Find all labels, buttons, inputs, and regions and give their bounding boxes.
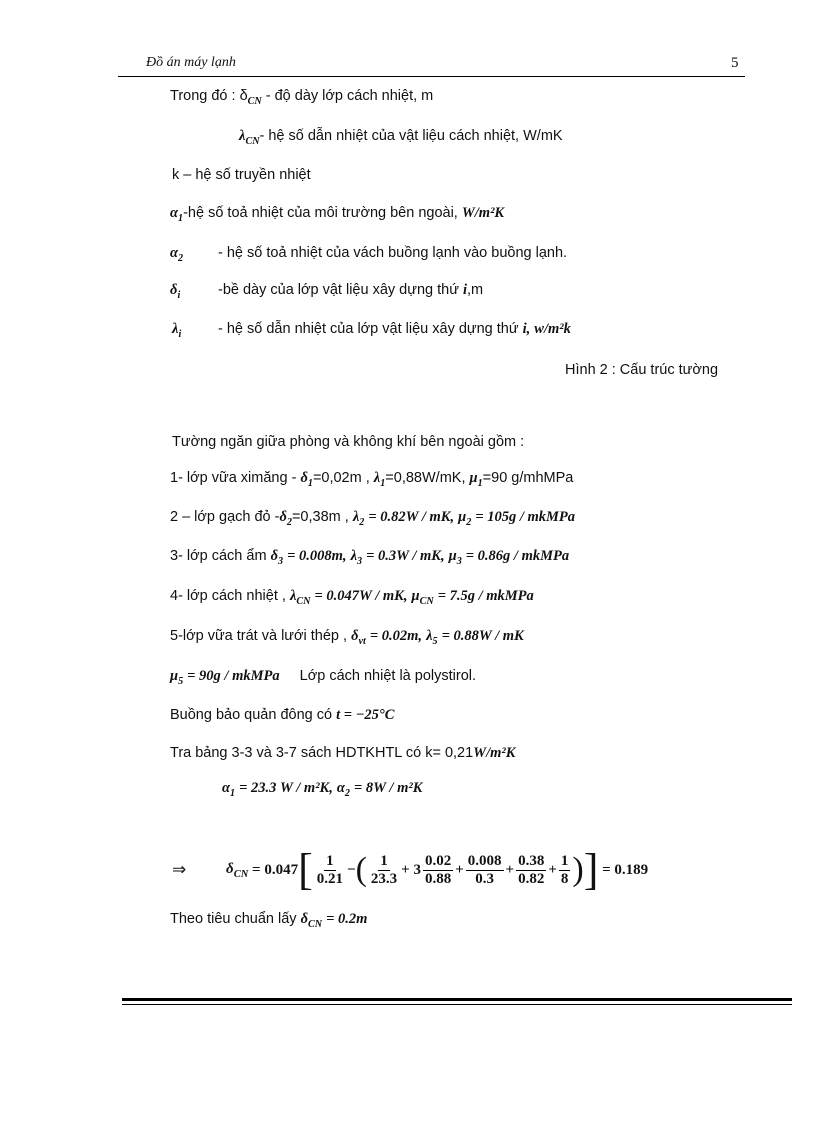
fraction-4: $\frac{0.008}{0.3}$ [467,852,502,887]
alpha-values: $\alpha_1 = 23.3$ W / m²K, $\alpha_2 = 8W / m^2K$ [222,780,423,799]
lookup-k: Tra bảng 3-3 và 3-7 sách HDTKHTL có k= 0,21W/m²K [170,745,516,761]
layer-4: 4- lớp cách nhiệt , $\lambda_{CN} = 0.047W$ / mK, $\mu_{CN} = 7.5g$ / mkMPa [170,588,534,607]
def-delta-cn: Trong đó : $\delta_{CN}$ - độ dày lớp cách nhiệt, m [170,88,434,107]
layer-5: 5-lớp vữa trát và lưới thép , $\delta_{vt} = 0.02m$, $\lambda_5 = 0.88W$ / mK [170,628,524,647]
def-alpha1: $\alpha_1-hệ$ số toả nhiệt của môi trường bên ngoài, W/m²K [170,205,505,224]
layer-5-mu: $\mu_5 = 90g$ / mkMPa Lớp cách nhiệt là polystirol. [170,668,477,687]
figure-caption: Hình 2 : Cấu trúc tường [565,362,719,378]
standard-thickness: Theo tiêu chuẩn lấy $\delta_{CN} = 0.2m$ [170,911,368,930]
room-temperature: Buồng bảo quản đông có t = −25°C [170,707,395,723]
def-delta-i: $\delta_i$ -bề dày của lớp vật liệu xây dựng thứ i,m [170,282,484,301]
fraction-1: $\frac{1}{0.21}$ [316,852,343,887]
wall-intro: Tường ngăn giữa phòng và không khí bên ngoài gồm : [172,434,525,450]
def-k: k – hệ số truyền nhiệt [172,167,311,183]
header-rule [118,76,745,77]
header-title: Đồ án máy lạnh [146,55,236,70]
page-number: 5 [731,55,739,71]
def-lambda-i: $\lambda_i$ - hệ số dẫn nhiệt của lớp vật liệu xây dựng thứ i, w/m²k [172,321,571,340]
def-lambda-cn: $\lambda_{CN}-$ hệ số dẫn nhiệt của vật liệu cách nhiệt, W/mK [239,128,563,147]
layer-1: 1- lớp vữa ximăng - $\delta_1=0,02m$ , $\lambda_1=0,88W/mK$, $\mu_1=90$ g/mhMPa [170,470,574,489]
fraction-2: $\frac{1}{23.3}$ [370,852,398,887]
layer-3: 3- lớp cách ẩm $\delta_3 = 0.008m$, $\lambda_3 = 0.3W$ / mK, $\mu_3 = 0.86g$ / mkMPa [170,548,570,567]
def-alpha2: $\alpha_2$ - hệ số toả nhiệt của vách buồng lạnh vào buồng lạnh. [170,245,568,264]
insulation-thickness-formula: ⇒ $\delta_{CN}$ = 0.047 [ $\frac{1}{0.21}$ − ( $\frac{1}{23.3}$ + 3 $\frac{0.02}{0.88}$ + $\frac{0.008}{0.3}$ + $\frac{0.38}{0.82}$ + $\frac{1}{8}$ ) ] = 0.189 [172,845,649,894]
fraction-3: $\frac{0.02}{0.88}$ [424,852,452,887]
footer-rule-thin [122,1004,792,1005]
fraction-6: $\frac{1}{8}$ [560,852,569,887]
footer-rule-thick [122,998,792,1001]
fraction-5: $\frac{0.38}{0.82}$ [518,852,545,887]
layer-2: 2 – lớp gạch đỏ $-\delta_2=0,38m$ , $\lambda_2 = 0.82W$ / mK, $\mu_2 = 105g$ / mkMPa [170,509,576,528]
